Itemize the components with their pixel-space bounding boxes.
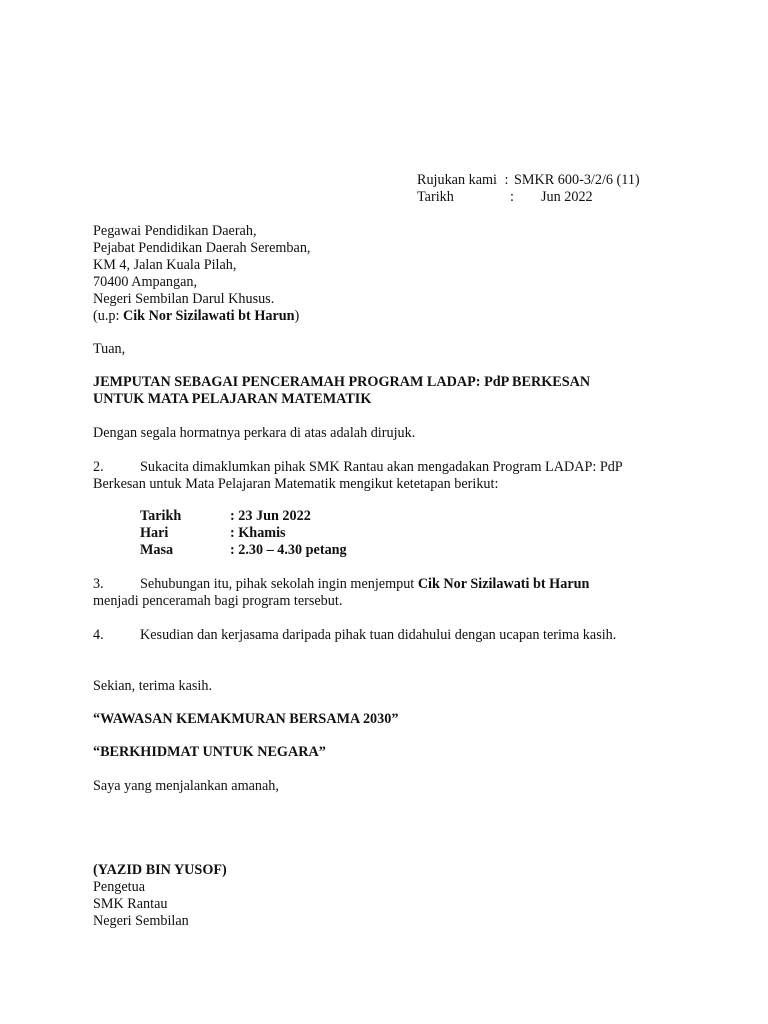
recipient-line: KM 4, Jalan Kuala Pilah,	[93, 257, 237, 273]
detail-value: : Khamis	[230, 525, 286, 541]
detail-label: Masa	[140, 542, 174, 558]
trust-line: Saya yang menjalankan amanah,	[93, 778, 279, 794]
signatory-name: (YAZID BIN YUSOF)	[93, 862, 227, 878]
attention-suffix: )	[294, 308, 300, 324]
detail-row-date	[140, 508, 311, 525]
salutation: Tuan,	[93, 341, 126, 357]
date-line	[417, 189, 593, 206]
paragraph-2-line-2: Berkesan untuk Mata Pelajaran Matematik mengikut ketetapan berikut:	[93, 476, 499, 492]
reference-line	[417, 172, 640, 189]
paragraph-4	[93, 627, 616, 644]
detail-row-day	[140, 525, 286, 542]
date-value: Jun 2022	[541, 189, 593, 205]
detail-value: : 23 Jun 2022	[230, 508, 311, 524]
paragraph-3-line-2: menjadi penceramah bagi program tersebut.	[93, 593, 343, 609]
paragraph-number: 2.	[93, 459, 104, 475]
date-separator: :	[510, 189, 514, 205]
detail-label: Hari	[140, 525, 169, 541]
signatory-title: Pengetua	[93, 879, 146, 895]
reference-separator: :	[504, 172, 509, 188]
paragraph-2-line-1	[93, 459, 623, 476]
signatory-school: SMK Rantau	[93, 896, 168, 912]
slogan-1: “WAWASAN KEMAKMURAN BERSAMA 2030”	[93, 711, 399, 727]
recipient-line: Pejabat Pendidikan Daerah Seremban,	[93, 240, 311, 256]
reference-label: Rujukan kami	[417, 172, 497, 188]
paragraph-number: 3.	[93, 576, 104, 592]
detail-row-time	[140, 542, 347, 559]
speaker-name: Cik Nor Sizilawati bt Harun	[417, 576, 590, 592]
detail-label: Tarikh	[140, 508, 182, 524]
paragraph-text: Sehubungan itu, pihak sekolah ingin menjemput	[140, 576, 418, 592]
recipient-line: Pegawai Pendidikan Daerah,	[93, 223, 257, 239]
closing: Sekian, terima kasih.	[93, 678, 212, 694]
attention-name: Cik Nor Sizilawati bt Harun	[122, 308, 295, 324]
recipient-address	[93, 223, 310, 325]
date-label: Tarikh	[417, 189, 454, 205]
recipient-line: Negeri Sembilan Darul Khusus.	[93, 291, 275, 307]
detail-value: : 2.30 – 4.30 petang	[230, 542, 347, 558]
recipient-line: 70400 Ampangan,	[93, 274, 198, 290]
paragraph-text: Kesudian dan kerjasama daripada pihak tuan didahului dengan ucapan terima kasih.	[140, 627, 617, 643]
attention-prefix: (u.p:	[93, 308, 123, 324]
slogan-2: “BERKHIDMAT UNTUK NEGARA”	[93, 744, 326, 760]
paragraph-3-line-1	[93, 576, 589, 593]
subject-line-2: UNTUK MATA PELAJARAN MATEMATIK	[93, 391, 372, 407]
reference-value: SMKR 600-3/2/6 (11)	[514, 172, 640, 188]
signature-block	[93, 862, 227, 930]
paragraph-text: Sukacita dimaklumkan pihak SMK Rantau akan mengadakan Program LADAP: PdP	[140, 459, 623, 475]
attention-line	[93, 308, 310, 325]
subject-line-1: JEMPUTAN SEBAGAI PENCERAMAH PROGRAM LADAP: PdP BERKESAN	[93, 374, 591, 390]
signatory-state: Negeri Sembilan	[93, 913, 189, 929]
intro-paragraph: Dengan segala hormatnya perkara di atas adalah dirujuk.	[93, 425, 416, 441]
paragraph-number: 4.	[93, 627, 104, 643]
